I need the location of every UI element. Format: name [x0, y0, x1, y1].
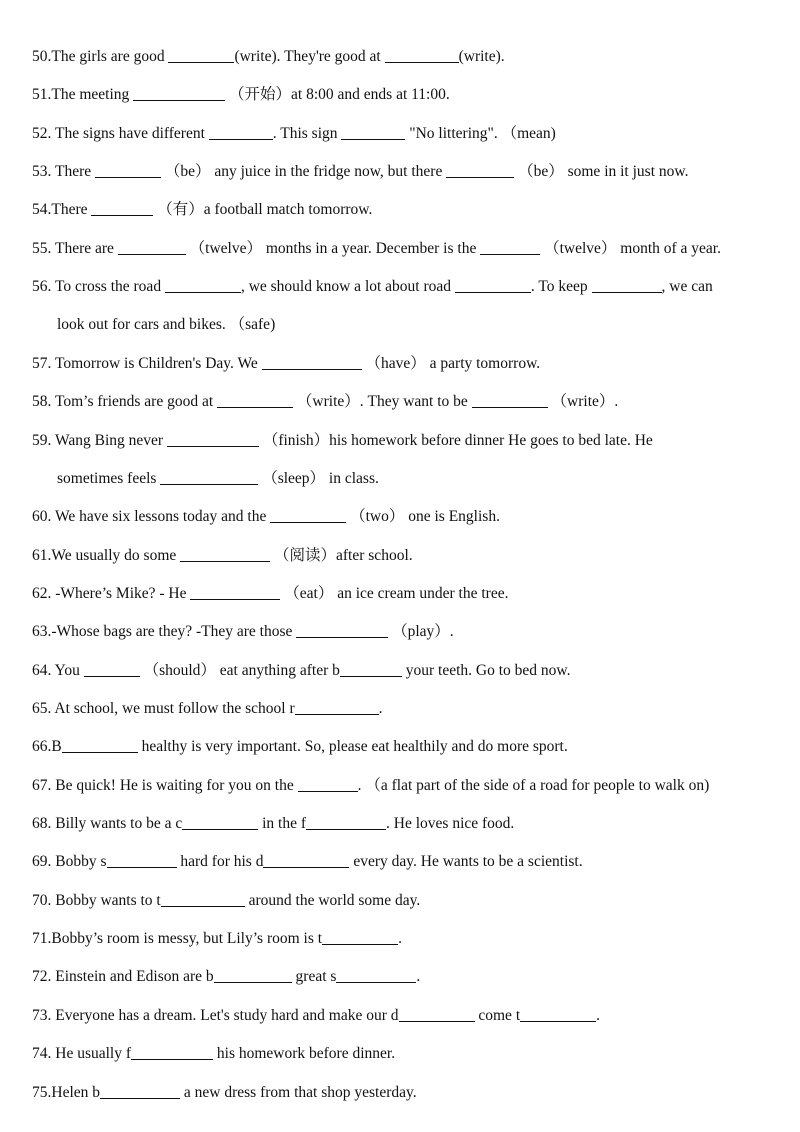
line-text: 65. At school, we must follow the school r: [32, 700, 295, 717]
answer-blank[interactable]: [131, 1044, 213, 1060]
line-text: 62. -Where’s Mike? - He: [32, 584, 191, 602]
line-text: . He loves nice food.: [386, 815, 515, 832]
line-text: . To keep: [530, 278, 592, 296]
answer-blank[interactable]: [296, 622, 388, 638]
line-text: sometimes feels: [57, 469, 161, 487]
exercise-line: [32, 928, 800, 950]
answer-blank[interactable]: [214, 967, 292, 983]
line-text: （有）a football match tomorrow.: [153, 201, 373, 219]
exercise-line: [32, 545, 800, 567]
line-text: 56. To cross the road: [32, 278, 165, 296]
exercise-line: [32, 123, 800, 145]
answer-blank[interactable]: [165, 277, 241, 293]
line-text: 54.There: [32, 201, 92, 219]
exercise-line: [32, 1005, 800, 1027]
line-text: , we should know a lot about road: [240, 278, 455, 296]
answer-blank[interactable]: [62, 737, 138, 753]
line-text: 61.We usually do some: [32, 546, 181, 564]
line-text: 50.The girls are good: [32, 48, 169, 65]
answer-blank[interactable]: [182, 814, 258, 830]
exercise-line: [32, 966, 800, 988]
line-text: 72. Einstein and Edison are b: [32, 968, 214, 986]
line-text: around the world some day.: [244, 891, 421, 909]
answer-blank[interactable]: [91, 200, 153, 216]
line-text: （two） one is English.: [346, 508, 500, 526]
exercise-line: [32, 851, 800, 873]
answer-blank[interactable]: [133, 85, 225, 101]
line-text: 60. We have six lessons today and the: [32, 508, 271, 526]
exercise-line: [32, 199, 800, 221]
line-text: , we can: [661, 278, 713, 296]
line-text: （开始）at 8:00 and ends at 11:00.: [225, 86, 450, 104]
line-text: （play）.: [388, 623, 454, 641]
line-text: 55. There are: [32, 239, 118, 257]
line-text: (write).: [458, 48, 505, 65]
answer-blank[interactable]: [446, 162, 514, 178]
answer-blank[interactable]: [399, 1006, 475, 1022]
answer-blank[interactable]: [336, 967, 416, 983]
answer-blank[interactable]: [100, 1083, 180, 1099]
line-text: 53. There: [32, 163, 95, 181]
answer-blank[interactable]: [107, 852, 177, 868]
line-text: 59. Wang Bing never: [32, 431, 167, 449]
answer-blank[interactable]: [340, 661, 402, 677]
line-text: 71.Bobby’s room is messy, but Lily’s room is t: [32, 930, 323, 948]
exercise-line: [32, 1082, 800, 1104]
exercise-line: [32, 621, 800, 643]
line-text: "No littering". （mean): [405, 124, 556, 142]
answer-blank[interactable]: [262, 354, 362, 370]
line-text: （finish）his homework before dinner He goes to bed late. He: [258, 431, 653, 449]
exercise-line: [32, 736, 800, 758]
line-text: a new dress from that shop yesterday.: [180, 1083, 417, 1101]
line-text: come t: [474, 1006, 521, 1024]
answer-blank[interactable]: [263, 852, 349, 868]
exercise-line: [32, 775, 800, 797]
line-text: . This sign: [272, 124, 342, 142]
line-text: 73. Everyone has a dream. Let's study hard and make our d: [32, 1006, 399, 1024]
line-text: 67. Be quick! He is waiting for you on the: [32, 776, 298, 794]
line-text: （阅读）after school.: [270, 546, 413, 564]
exercise-line: [32, 161, 800, 183]
line-text: （twelve） month of a year.: [540, 239, 721, 257]
answer-blank[interactable]: [298, 776, 358, 792]
answer-blank[interactable]: [455, 277, 531, 293]
exercise-line: [32, 430, 800, 452]
line-text: 74. He usually f: [32, 1045, 132, 1063]
line-text: .: [398, 930, 402, 948]
line-text: look out for cars and bikes. （safe): [57, 316, 276, 334]
exercise-line: [32, 276, 800, 298]
line-text: healthy is very important. So, please eat healthily and do more sport.: [137, 738, 568, 756]
answer-blank[interactable]: [322, 929, 398, 945]
exercise-line: [32, 353, 800, 375]
exercise-line: [32, 660, 800, 682]
answer-blank[interactable]: [472, 392, 548, 408]
exercise-line: [32, 1043, 800, 1065]
answer-blank[interactable]: [190, 584, 280, 600]
answer-blank[interactable]: [270, 507, 346, 523]
exercise-line: [57, 468, 800, 490]
line-text: every day. He wants to be a scientist.: [349, 853, 583, 871]
line-text: （should） eat anything after b: [139, 661, 340, 679]
line-text: your teeth. Go to bed now.: [401, 661, 571, 679]
exercise-line: [57, 314, 800, 336]
line-text: 51.The meeting: [32, 86, 134, 104]
line-text: （sleep） in class.: [258, 469, 379, 487]
line-text: his homework before dinner.: [213, 1045, 396, 1063]
line-text: 69. Bobby s: [32, 853, 107, 871]
exercise-line: [32, 46, 800, 68]
answer-blank[interactable]: [306, 814, 386, 830]
line-text: 64. You: [32, 661, 84, 679]
answer-blank[interactable]: [520, 1006, 596, 1022]
answer-blank[interactable]: [95, 162, 161, 178]
exercise-line: [32, 391, 800, 413]
line-text: (write). They're good at: [234, 48, 385, 65]
exercise-line: [32, 84, 800, 106]
answer-blank[interactable]: [167, 431, 259, 447]
line-text: hard for his d: [176, 853, 264, 871]
exercise-line: [32, 890, 800, 912]
line-text: .: [596, 1006, 600, 1024]
line-text: .: [378, 700, 383, 717]
line-text: （be） any juice in the fridge now, but there: [160, 163, 447, 181]
exercise-line: [32, 583, 800, 605]
answer-blank[interactable]: [341, 124, 405, 140]
answer-blank[interactable]: [217, 392, 293, 408]
line-text: 58. Tom’s friends are good at: [32, 393, 218, 411]
line-text: （write）.: [547, 393, 619, 411]
line-text: （have） a party tomorrow.: [361, 354, 541, 372]
answer-blank[interactable]: [161, 891, 245, 907]
answer-blank[interactable]: [480, 239, 540, 255]
line-text: 52. The signs have different: [32, 124, 209, 142]
line-text: 75.Helen b: [32, 1083, 101, 1101]
line-text: （eat） an ice cream under the tree.: [280, 584, 509, 602]
answer-blank[interactable]: [118, 239, 186, 255]
line-text: 57. Tomorrow is Children's Day. We: [32, 354, 262, 372]
line-text: （twelve） months in a year. December is the: [185, 239, 481, 257]
line-text: great s: [291, 968, 337, 986]
answer-blank[interactable]: [168, 47, 234, 63]
exercise-line: [32, 698, 800, 720]
line-text: 66.B: [32, 738, 62, 756]
line-text: . （a flat part of the side of a road for people to walk on): [357, 776, 710, 794]
answer-blank[interactable]: [592, 277, 662, 293]
exercise-line: [32, 506, 800, 528]
line-text: .: [416, 968, 421, 986]
exercise-line: [32, 813, 800, 835]
line-text: 63.-Whose bags are they? -They are those: [32, 623, 297, 641]
answer-blank[interactable]: [160, 469, 258, 485]
answer-blank[interactable]: [385, 47, 459, 63]
exercise-line: [32, 238, 800, 260]
line-text: （write）. They want to be: [293, 393, 472, 411]
answer-blank[interactable]: [84, 661, 140, 677]
answer-blank[interactable]: [180, 546, 270, 562]
answer-blank[interactable]: [209, 124, 273, 140]
line-text: 70. Bobby wants to t: [32, 891, 161, 909]
line-text: （be） some in it just now.: [514, 163, 689, 181]
answer-blank[interactable]: [295, 699, 379, 715]
line-text: 68. Billy wants to be a c: [32, 815, 183, 832]
line-text: in the f: [258, 815, 307, 832]
